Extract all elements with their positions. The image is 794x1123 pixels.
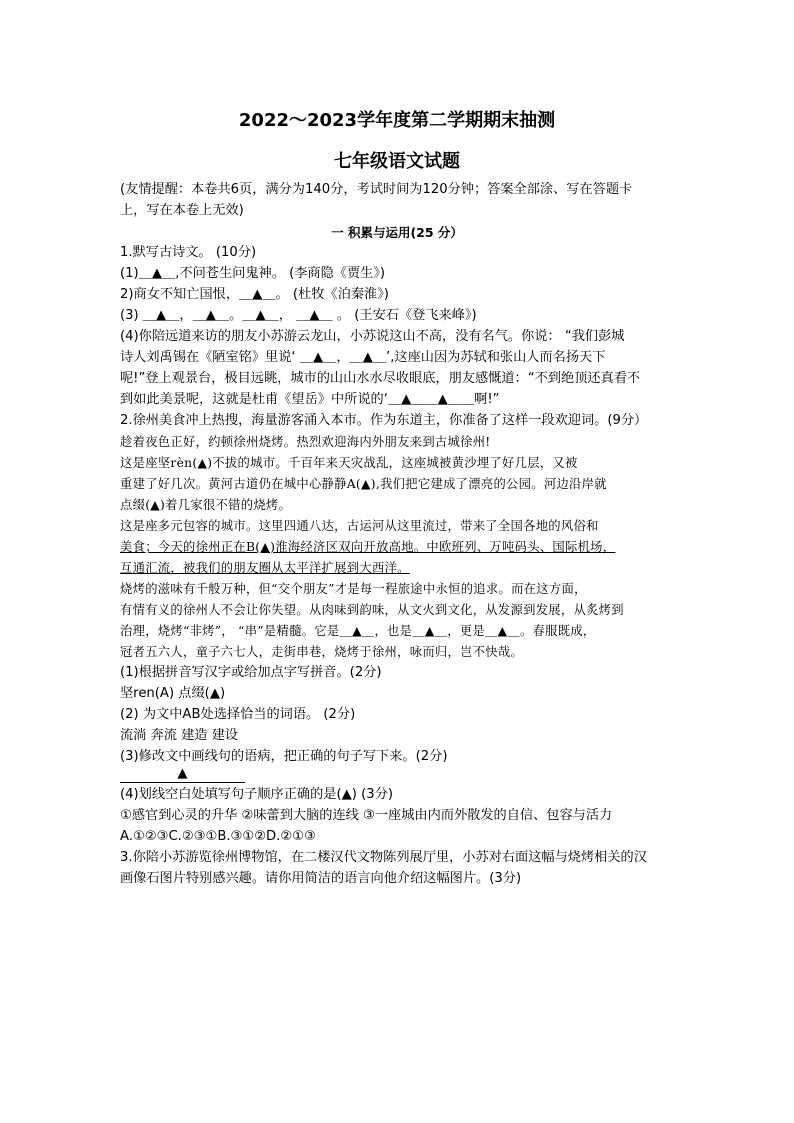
q2-sub-4-items: ①感官到心灵的升华 ②味蕾到大脑的连线 ③一座城由内而外散发的自信、包容与活力: [120, 808, 613, 823]
q2-passage-line: 重建了好几次。黄河古道仍在城中心静静A(▲),我们把它建成了漂亮的公园。河边沿岸就: [120, 477, 607, 491]
q3-line-2: 画像石图片特别感兴趣。请你用简洁的语言向他介绍这幅图片。(3分): [120, 871, 522, 886]
q1-stem: 1.默写古诗文。 (10分): [120, 245, 257, 260]
answer-blank: ▲: [120, 766, 245, 783]
q2-passage-line: 趁着夜色正好，约顿徐州烧烤。热烈欢迎海内外朋友来到古城徐州!: [120, 435, 491, 449]
q1-part-4-line-2: 诗人刘禹锡在《陋室铭》里说‘ ＿▲＿，＿▲＿’,这座山因为苏轼和张山人而名扬天下: [120, 350, 606, 365]
q2-passage-line: 点缀(▲)着几家很不错的烧烤。: [120, 498, 292, 512]
page-subtitle: 七年级语文试题: [334, 151, 460, 172]
page-title: 2022～2023学年度第二学期期末抽测: [238, 110, 556, 131]
q2-sub-1-answer: 坚ren(A) 点缀(▲): [120, 686, 226, 701]
q1-part-2: 2)商女不知亡国恨，＿▲＿。 (杜牧《泊秦淮》): [120, 287, 389, 302]
q2-passage-line: 有情有义的徐州人不会让你失望。从肉味到韵味，从文火到文化，从发源到发展，从炙烤到: [120, 603, 624, 617]
notice-line-2: 上，写在本卷上无效): [120, 203, 244, 218]
q2-sub-3-blank: [120, 766, 245, 783]
q2-passage-line-underlined: 美食；今天的徐州正在B(▲)淮海经济区双向开放高地。中欧班列、万吨码头、国际机场，: [120, 540, 616, 554]
q1-part-4-line-4: 到如此美景呢，这就是杜甫《望岳》中所说的‘＿▲＿＿▲＿＿啊!”: [120, 392, 500, 407]
q2-passage-line: 治理，烧烤“非烤”， “串”是精髓。它是＿▲＿，也是＿▲＿，更是＿▲＿。春服既成，: [120, 624, 596, 638]
notice-line-1: (友情提醒：本卷共6页，满分为140分，考试时间为120分钟；答案全部涂、写在答题卡: [120, 182, 633, 197]
q2-passage-line: 这是座多元包容的城市。这里四通八达，古运河从这里流过，带来了全国各地的风俗和: [120, 519, 599, 533]
q1-part-4-line-3: 呢!”登上观景台，极目远眺，城市的山山水水尽收眼底，朋友感慨道：“不到绝顶还真看不: [120, 371, 641, 386]
q1-part-4-line-1: (4)你陪远道来访的朋友小苏游云龙山，小苏说这山不高，没有名气。你说： “我们彭城: [120, 329, 625, 344]
q1-part-3: (3) ＿▲＿，＿▲＿。＿▲＿， ＿▲＿ 。 (王安石《登飞来峰》): [120, 308, 477, 323]
q2-sub-4-choices: A.①②③C.②③①B.③①②D.②①③: [120, 829, 316, 844]
q2-passage-line: 这是座坚rèn(▲)不拔的城市。千百年来天灾战乱，这座城被黄沙埋了好几层，又被: [120, 456, 578, 470]
q2-stem: 2.徐州美食冲上热搜，海量游客涌入本市。作为东道主，你准备了这样一段欢迎词。(9分）: [120, 413, 648, 428]
q2-passage-line: 烧烤的滋味有千般万种，但“交个朋友”才是每一程旅途中永恒的追求。而在这方面，: [120, 582, 587, 596]
q2-sub-2-options: 流淌 奔流 建造 建设: [120, 728, 239, 743]
q2-passage-line: 冠者五六人，童子六七人，走街串巷，烧烤于徐州，咏而归，岂不快哉。: [120, 645, 524, 659]
q2-sub-2: (2) 为文中AB处选择恰当的词语。 (2分): [120, 707, 356, 722]
q2-sub-4: (4)划线空白处填写句子顺序正确的是(▲) (3分): [120, 787, 393, 802]
q1-part-1: (1)＿▲＿,不问苍生问鬼神。 (李商隐《贾生》): [120, 266, 386, 281]
section-title: 一 积累与运用(25 分）: [331, 225, 463, 240]
q2-sub-3: (3)修改文中画线句的语病，把正确的句子写下来。(2分): [120, 749, 448, 764]
q2-sub-1: (1)根据拼音写汉字或给加点字写拼音。(2分): [120, 665, 382, 680]
q3-line-1: 3.你陪小苏游览徐州博物馆，在二楼汉代文物陈列展厅里，小苏对右面这幅与烧烤相关的汉: [120, 850, 647, 865]
q2-passage-line-underlined: 互通汇流，被我们的朋友圈从太平洋扩展到大西洋。: [120, 561, 410, 575]
